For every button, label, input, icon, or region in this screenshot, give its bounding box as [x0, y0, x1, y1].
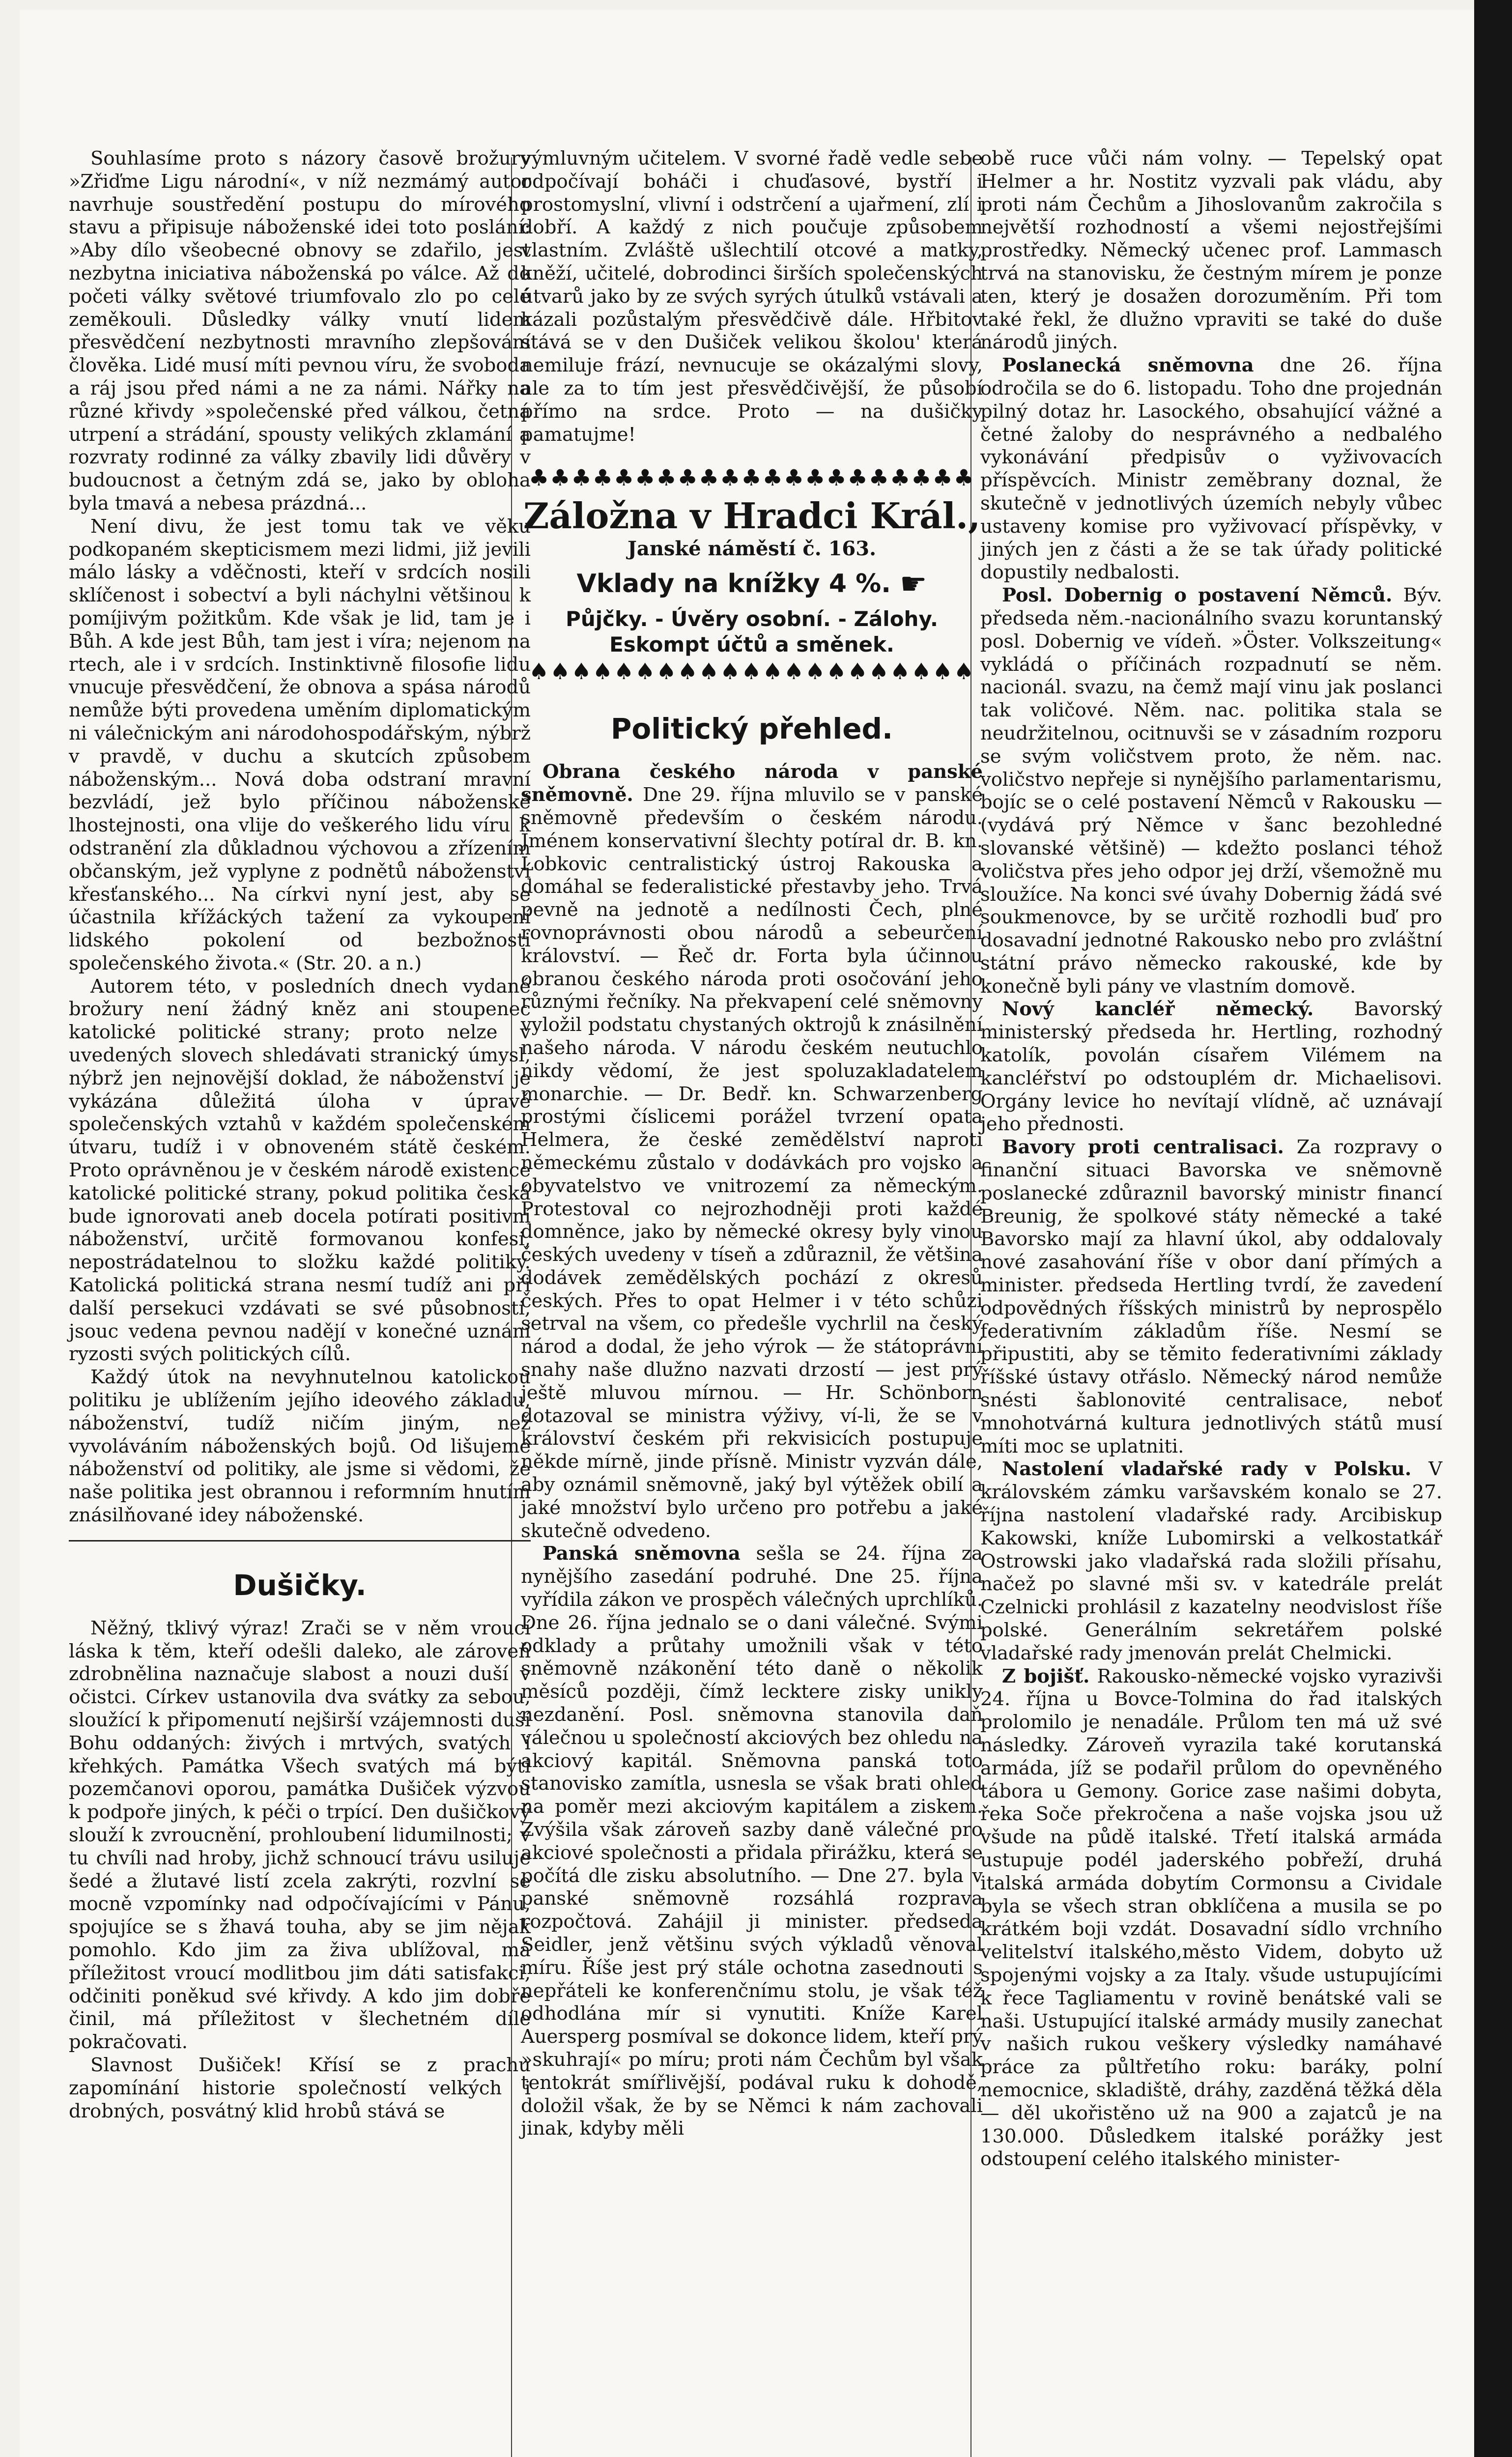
- news-subhead: Obrana českého národa v panské sněmovně.: [521, 761, 983, 806]
- news-text: sešla se 24. října za nynějšího zasedání podruhé. Dne 25. října vyřídila zákon ve prospěch válečných uprchlíků. Dne 26. října jednalo se o dani válečné. Svými odklady a průtahy umožnili však v této sněmovně nzákonění této daně o několik měsíců později, čímž lecktere zisky unikly nezdanění. Posl. sněmovna stanovila daň válečnou u společností akciových bez ohledu na akciový kapitál. Sněmovna panská toto stanovisko zamítla, usnesla se však brati ohled na poměr mezi akciovým kapitálem a ziskem. Zvýšila však zároveň sazby daně válečné pro akciové společnosti a přidala přirážku, která se počítá dle zisku absolutního. — Dne 27. byla v panské sněmovně rozsáhlá rozprava rozpočtová. Zahájil ji minister. předseda Seidler, jenž většinu svých výkladů věnoval míru. Říše jest prý stále ochotna zasednouti s nepřáteli ke konferenčnímu stolu, je však též odhodlána mír si vynutiti. Kníže Karel Auersperg posmíval se dokonce lidem, kteří prý »skuhrají« po míru; proti nám Čechům byl však tentokrát smířlivější, podával ruku k dohodě, doložil však, že by se Němci k nám zachovali jinak, kdyby měli: [521, 1543, 983, 2140]
- news-text: Dne 29. října mluvilo se v panské sněmovně především o českém národu. Jménem konservativní šlechty potíral dr. B. kn. Lobkovic centralistický ústroj Rakouska a domáhal se federalistické přestavby jeho. Trvá pevně na jednotě a nedílnosti Čech, plné rovnoprávnosti obou národů a sebeurčení království. — Řeč dr. Forta byla účinnou obranou českého národa proti osočování jeho různými řečníky. Na překvapení celé sněmovny vyložil podstatu chystaných oktrojů k znásilnění našeho národa. V národu českém neutuchlo nikdy vědomí, že jest spoluzakladatelem monarchie. — Dr. Bedř. kn. Schwarzenberg prostými číslicemi porážel tvrzení opata Helmera, že české zemědělství naproti německému zůstalo v dodávkách pro vojsko a obyvatelstvo ve vnitrozemí za německým. Protestoval co nejrozhodněji proti každé domněnce, jako by německé okresy byly vinou českých uvedeny v tíseň a zdůraznil, že většina dodávek zemědělských pochází z okresů českých. Přes to opat Helmer i v této schůzi setrval na všem, co předešle vychrlil na český národ a dodal, že jeho výrok — že státoprávní snahy naše dlužno nazvati drzostí — jest prý ještě mluvou mírnou. — Hr. Schönborn dotazoval se ministra výživy, ví-li, že se v království českém při rekvisicích postupuje někde mírně, jinde přísně. Ministr vyzván dále, aby oznámil sněmovně, jaký byl výtěžek obilí a jaké množství bylo určeno pro potřebu a jaké skutečně odvedeno.: [521, 784, 983, 1542]
- news-text: dne 26. října odročila se do 6. listopadu. Toho dne projednán pilný dotaz hr. Lasockého, obsahující vážné a četné žaloby do nesprávného a nedbalého vykonávání předpisův o vyživovacích příspěvcích. Ministr zeměbrany doznal, že skutečně v jednotlivých územích nebyly vůbec ustaveny komise pro vyživovací příspěvky, v jiných jen z části a že se tak úřady politické dopustily nedbalosti.: [980, 354, 1442, 584]
- news-subhead: Nastolení vladařské rady v Polsku.: [1002, 1458, 1412, 1481]
- article-paragraph: Každý útok na nevyhnutelnou katolickou politiku je ublížením jejího ideového základu, náboženství, tudíž ničím jiným, než vyvoláváním náboženských bojů. Od lišujeme náboženství od politiky, ale jsme si vědomi, že naše politika jest obrannou i reformním hnutím znásilňované idey náboženské.: [69, 1366, 531, 1527]
- column-1: [69, 147, 531, 2123]
- scan-edge: [1474, 0, 1512, 2457]
- ad-percent: %.: [856, 569, 891, 599]
- advertisement: [521, 464, 983, 685]
- article-paragraph: výmluvným učitelem. V svorné řadě vedle sebe odpočívají boháči i chuďasové, bystří i prostomyslní, vlivní i odstrčení a ujařmení, zlí i dobří. A každý z nich poučuje způsobem vlastním. Zvláště ušlechtilí otcové a matky, kněží, učitelé, dobrodinci širších společenských útvarů jako by ze svých syrých útulků vstávali a kázali pozůstalým přesvědčivě dále. Hřbitov stává se v den Dušiček velikou školou' která nemiluje frází, nevnucuje se okázalými slovy, ale za to tím jest přesvědčivější, že působí přímo na srdce. Proto — na dušičky pamatujme!: [521, 147, 983, 446]
- news-text: V královském zámku varšavském konalo se 27. října nastolení vladařské rady. Arcibiskup Kakowski, kníže Lubomirski a velkostatkář Ostrowski jako vladařská rada složili přísahu, načež po slavné mši sv. v katedrále prelát Czelnicki prohlásil z kazatelny neodvislost říše polské. Generálním sekretářem polské vladařské rady jmenován prelát Chelmicki.: [980, 1458, 1442, 1664]
- news-subhead: Poslanecká sněmovna: [1002, 354, 1254, 377]
- news-item: [980, 354, 1442, 584]
- ad-deposit-row: [521, 561, 983, 606]
- article-paragraph: Slavnost Dušiček! Křísí se z prachu zapomínání historie společností velkých i drobných, posvátný klid hrobů stává se: [69, 2054, 531, 2122]
- news-subhead: Posl. Dobernig o postavení Němců.: [1002, 584, 1393, 607]
- news-text: Bavorský ministerský předseda hr. Hertling, rozhodný katolík, povolán císařem Vilémem na kancléřství po odstouplém dr. Michaelisovi. Orgány levice ho nevítají vlídně, ač uznávají jeho přednosti.: [980, 998, 1442, 1136]
- section-rule: [69, 1540, 531, 1542]
- news-item: [980, 147, 1442, 354]
- ad-discount: Eskompt účtů a směnek.: [609, 632, 894, 657]
- news-item: [980, 998, 1442, 1136]
- pointing-hand-icon: ☛: [899, 566, 927, 602]
- news-item: [521, 1543, 983, 2141]
- news-item: [980, 1136, 1442, 1458]
- article-paragraph: Něžný, tklivý výraz! Zrači se v něm vroucí láska k těm, kteří odešli daleko, ale zároveň zdrobnělina naznačuje slabost a nouzi duší v očistci. Církev ustanovila dva svátky za sebou, sloužící k připomenutí nejširší vzájemnosti duší Bohu oddaných: živých i mrtvých, svatých i křehkých. Památka Všech svatých má býti pozemčanovi oporou, památka Dušiček výzvou k podpoře jiných, k péči o trpící. Den dušičkový slouží k zvroucnění, prohloubení lidumilnosti; v tu chvíli nad hroby, jichž schnoucí trávu usiluje šedé a žlutavé listí zcela zakrýti, rozvlní se mocně vzpomínky nad odpočívajícími v Pánu, spojujíce se s žhavá touha, aby se jim nějak pomohlo. Kdo jim za živa ublížoval, má příležitost vroucí modlitbou jim dáti satisfakci, odčiniti poněkud své křivdy. A kdo jim dobře činil, má příležitost v šlechetném díle pokračovati.: [69, 1617, 531, 2054]
- news-text: obě ruce vůči nám volny. — Tepelský opat Helmer a hr. Nostitz vyzvali pak vládu, aby proti nám Čechům a Jihoslovanům zakročila s největší rozhodností a všemi nejostřejšími prostředky. Německý učenec prof. Lammasch trvá na stanovisku, že čestným mírem je ponze ten, který je dosažen dorozuměním. Při tom také řekl, že dlužno vpraviti se také do duše národů jiných.: [980, 147, 1442, 354]
- news-subhead: Z bojišť.: [1002, 1665, 1090, 1687]
- news-text: Býv. předseda něm.-nacionálního svazu koruntanský posl. Dobernig ve vídeň. »Öster. Volkszeitung« vykládá o příčinách rozpadnutí se něm. nacionál. svazu, na čemž mají vinu jak poslanci tak voličové. Něm. nac. politika stala se neudržitelnou, ocitnuvši se v zásadním rozporu se svým voličstvem proto, že něm. nac. voličstvo nepřeje si nynějšího parlamentarismu, bojíc se o celé postavení Němců v Rakousku — (vydává prý Němce v šanc bezohledné slovanské většině) — kdežto poslanci téhož voličstva přes jeho odpor jej drží, všemožně mu sloužíce. Na konci své úvahy Dobernig žádá své soukmenovce, by se určitě rozhodli buď pro dosavadní jednotné Rakousko nebo pro zvláštní státní právo německo rakouské, kde by konečně byli pány ve vlastním domově.: [980, 584, 1442, 998]
- news-subhead: Bavory proti centralisaci.: [1002, 1136, 1284, 1159]
- news-item: [980, 1458, 1442, 1665]
- ornament-top: ♣♣♣♣♣♣♣♣♣♣♣♣♣♣♣♣♣♣♣♣♣: [528, 464, 975, 491]
- ad-title: Záložna v Hradci Král.,: [523, 495, 981, 537]
- ad-deposit-text: Vklady na knížky 4: [576, 569, 847, 599]
- ad-services: Půjčky. - Úvěry osobní. - Zálohy.: [566, 607, 938, 631]
- news-subhead: Panská sněmovna: [542, 1543, 741, 1565]
- article-paragraph: Autorem této, v posledních dnech vydané brožury není žádný kněz ani stoupenec katolické politické strany; proto nelze v uvedených slovech shledávati stranický úmysl, nýbrž jen nejnovější doklad, že náboženství je vykázána důležitá úloha v úpravě společenských vztahů v každém společenském útvaru, tudíž i v obnoveném státě českém. Proto oprávněnou je v českém národě existence katolické politické strany, pokud politika česká bude ignorovati aneb docela potírati positivní náboženství, určitě formovanou konfesi, nepostrádatelnou to složku každé politiky. Katolická politická strana nesmí tudíž ani při další persekuci vzdávati se své působnosti, jsouc vedena pevnou nadějí v konečné uznání ryzosti svých politických cílů.: [69, 975, 531, 1366]
- article-paragraph: Souhlasíme proto s názory časově brožury »Zřiďme Ligu národní«, v níž nezmámý autor navrhuje soustředění postupu do mírového stavu a připisuje náboženské idei toto poslání: »Aby dílo všeobecné obnovy se zdařilo, jest nezbytna iniciativa náboženská po válce. Až do početi války světové triumfovalo zlo po celé zeměkouli. Důsledky války vnutí lidem přesvědčení nezbytnosti mravního zlepšování člověka. Lidé musí míti pevnou víru, že svoboda a ráj jsou před námi a ne za námi. Nářky na různé křivdy »společenské před válkou, četná utrpení a strádání, spousty velikých zklamání a rozvraty rodinné za války zbavily lidi důvěry v budoucnost a četným zdá se, jako by obloha byla tmavá a nebesa prázdná...: [69, 147, 531, 514]
- dusicky-heading: Dušičky.: [233, 1568, 367, 1602]
- column-3: [980, 147, 1442, 2171]
- column-2: [521, 147, 983, 2141]
- news-text: Rakousko-německé vojsko vyrazivši 24. října u Bovce-Tolmina do řad italských prolomilo je nenadále. Průlom ten má už své následky. Zároveň vyrazila také korutanská armáda, jíž se podařil průlom do opevněného tábora u Gemony. Gorice zase našimi dobyta, řeka Soče překročena a naše vojska jsou už všude na půdě italské. Třetí italská armáda ustupuje podél jaderského pobřeží, druhá italská armáda dobytím Cormonsu a Cividale byla se všech stran obklíčena a musila se po krátkém boji vzdát. Dosavadní sídlo vrchního velitelství italského,město Videm, dobyto už spojenými vojsky a za Italy. všude ustupujícími k řece Tagliamentu v rovině benátské vali se naši. Ustupující italské armády musily zanechat v našich rukou veškery výsledky namáhavé práce za půltřetího roku: baráky, polní nemocnice, skladiště, dráhy, zazděná těžká děla — děl ukořistěno už na 900 a zajatců je na 130.000. Důsledkem italské porážky jest odstoupení celého italského minister-: [980, 1665, 1442, 2171]
- ornament-bottom: ♠♠♠♠♠♠♠♠♠♠♠♠♠♠♠♠♠♠♠♠♠: [528, 658, 975, 685]
- news-subhead: Nový kancléř německý.: [1002, 998, 1314, 1021]
- news-text: Za rozpravy o finanční situaci Bavorska ve sněmovně poslanecké zdůraznil bavorský ministr financí Breunig, že spolkové státy německé a také Bavorsko mají za hlavní úkol, aby oddalovaly nové zasahování říše v obor daní přímých a minister. předseda Hertling tvrdí, že zavedení odpovědných říšských ministrů by neprospělo federativním základům říše. Nesmí se připustiti, aby se těmito federativními základy říšské ústavy otřáslo. Německý národ nemůže snésti šablonovité centralisace, neboť mnohotvárná kultura jednotlivých států musí míti moc se uplatniti.: [980, 1136, 1443, 1457]
- news-item: [980, 584, 1442, 998]
- ad-address: Janské náměstí č. 163.: [627, 537, 877, 561]
- news-item: [980, 1665, 1442, 2171]
- prehled-heading: Politický přehled.: [610, 712, 893, 746]
- news-item: [521, 761, 983, 1543]
- article-paragraph: Není divu, že jest tomu tak ve věku podkopaném skepticismem mezi lidmi, již jevili málo lásky a vděčnosti, kteří v srdcích nosili sklíčenost i sobectví a byli náchylni většinou k pomíjivým požitkům. Kde však je lid, tam je i Bůh. A kde jest Bůh, tam jest i víra; nejenom na rtech, ale i v srdcích. Instinktivně filosofie lidu vnucuje přesvědčení, že obnova a spása národů nemůže býti provedena uměním diplomatickým ni válečnickým ani národohospodářským, nýbrž v pravdě, v duchu a skutcích způsobem náboženským... Nová doba odstraní mravní bezvládí, jež bylo příčinou náboženské lhostejnosti, ona vlije do veškerého lidu víru k odstranění zla důkladnou výchovou a zřízením občanským, jež vyplyne z podnětů náboženství křesťanského... Na církvi nyní jest, aby se účastnila křížáckých tažení za vykoupení lidského pokolení od bezbožnosti společenského života.« (Str. 20. a n.): [69, 515, 531, 974]
